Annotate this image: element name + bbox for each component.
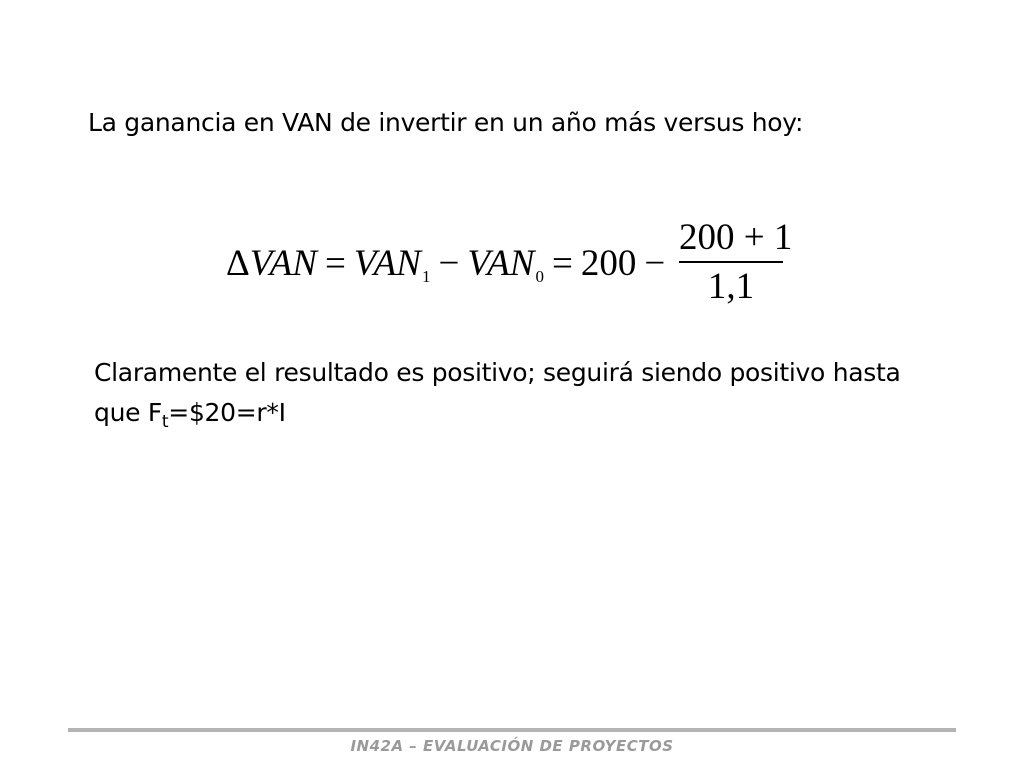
footer-course-title: IN42A – EVALUACIÓN DE PROYECTOS — [350, 737, 674, 755]
paragraph-line-1: Claramente el resultado es positivo; seguirá siendo positivo hasta — [94, 358, 901, 387]
line2-subscript: t — [161, 412, 169, 432]
conclusion-paragraph — [94, 353, 944, 433]
fraction-bar — [679, 261, 783, 263]
minus-sign-2: − — [644, 243, 666, 284]
intro-text: La ganancia en VAN de invertir en un año más versus hoy: — [88, 108, 804, 137]
equals-sign: = — [324, 243, 346, 284]
fraction-denominator: 1,1 — [707, 266, 755, 307]
van-term-0: VAN — [467, 243, 535, 284]
subscript-0: 0 — [535, 267, 544, 286]
minus-sign: − — [438, 243, 460, 284]
formula-lhs — [226, 242, 673, 292]
van-term: VAN — [249, 243, 317, 284]
van-term-1: VAN — [353, 243, 421, 284]
footer-divider — [68, 728, 956, 732]
line2-prefix: que F — [94, 398, 162, 427]
paragraph-line-2 — [94, 393, 944, 433]
delta-symbol: Δ — [226, 243, 250, 284]
subscript-1: 1 — [421, 267, 431, 286]
equals-sign-2: = — [551, 243, 573, 284]
fraction-numerator: 200 + 1 — [679, 217, 793, 258]
constant-value: 200 — [580, 243, 637, 284]
formula — [226, 218, 826, 308]
fraction — [679, 217, 793, 308]
line2-suffix: =$20=r*I — [168, 398, 286, 427]
